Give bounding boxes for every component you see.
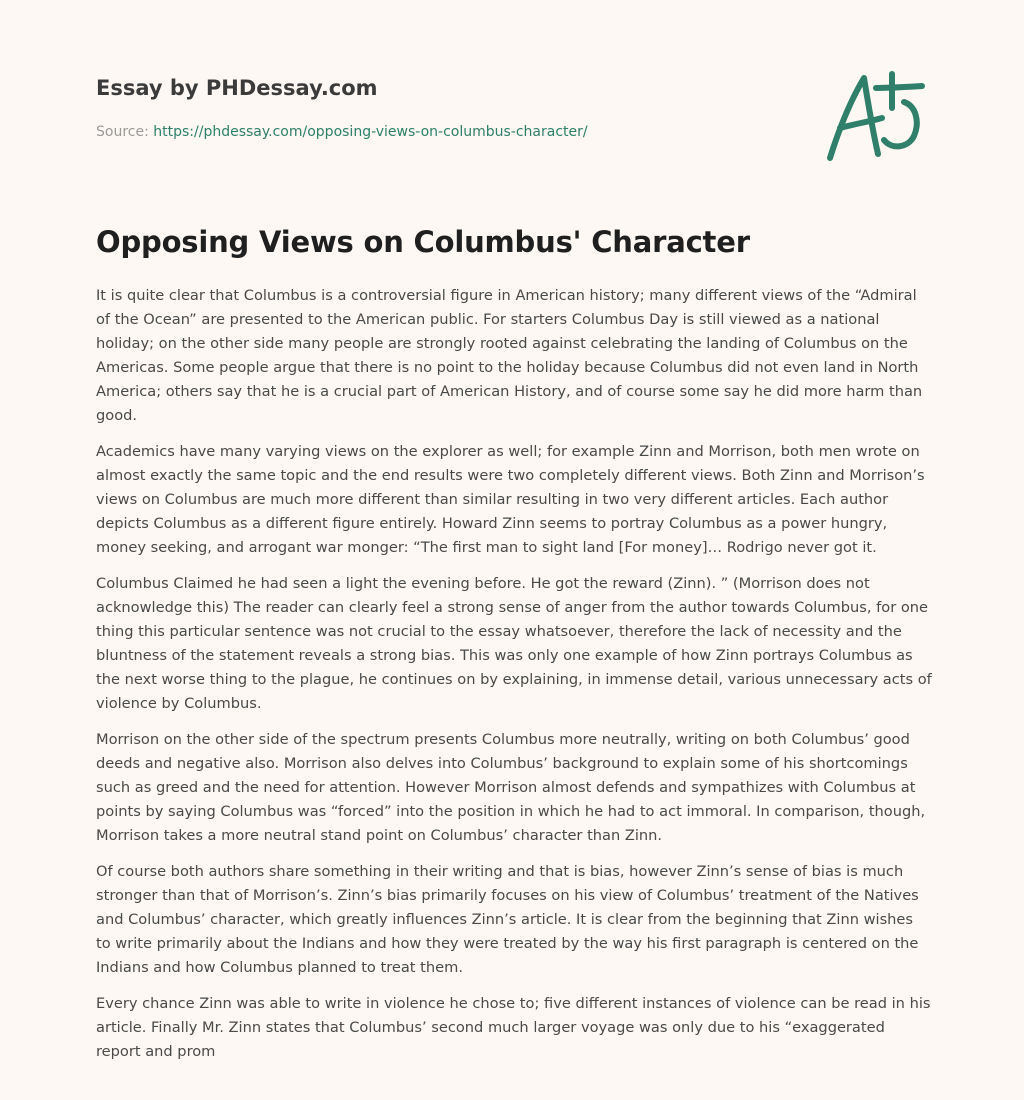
essay-paragraph: It is quite clear that Columbus is a controversial figure in American history; many different views of the “Admiral of the Ocean” are presented to the American public. For starters Columbus Day is still viewed as a national holiday; on the other side many people are strongly rooted against celebrating the landing of Columbus on the Americas. Some people argue that there is no point to the holiday because Columbus did not even land in North America; others say that he is a crucial part of American History, and of course some say he did more harm than good. xyxy=(96,287,923,424)
source-link[interactable]: https://phdessay.com/opposing-views-on-columbus-character/ xyxy=(153,124,588,140)
essay-body xyxy=(96,284,932,1076)
site-brand: Essay by PHDessay.com xyxy=(96,76,378,100)
essay-paragraph: Morrison on the other side of the spectrum presents Columbus more neutrally, writing on both Columbus’ good deeds and negative also. Morrison also delves into Columbus’ background to explain some of his shortcomings such as greed and the need for attention. However Morrison almost defends and sympathizes with Columbus at points by saying Columbus was “forced” into the position in which he had to act immoral. In comparison, though, Morrison takes a more neutral stand point on Columbus’ character than Zinn. xyxy=(96,731,926,844)
essay-paragraph: Of course both authors share something in their writing and that is bias, however Zinn’s sense of bias is much stronger than that of Morrison’s. Zinn’s bias primarily focuses on his view of Columbus’ treatment of the Natives and Columbus’ character, which greatly influences Zinn’s article. It is clear from the beginning that Zinn wishes to write primarily about the Indians and how they were treated by the way his first paragraph is centered on the Indians and how Columbus planned to treat them. xyxy=(96,863,919,976)
essay-paragraph: Academics have many varying views on the explorer as well; for example Zinn and Morrison, both men wrote on almost exactly the same topic and the end results were two completely different views. Both Zinn and Morrison’s views on Columbus are much more different than similar resulting in two very different articles. Each author depicts Columbus as a different figure entirely. Howard Zinn seems to portray Columbus as a power hungry, money seeking, and arrogant war monger: “The first man to sight land [For money]… Rodrigo never got it. xyxy=(96,443,925,556)
essay-paragraph: Columbus Claimed he had seen a light the evening before. He got the reward (Zinn). ” (Morrison does not acknowledge this) The reader can clearly feel a strong sense of anger from the author towards Columbus, for one thing this particular sentence was not crucial to the essay whatsoever, therefore the lack of necessity and the bluntness of the statement reveals a strong bias. This was only one example of how Zinn portrays Columbus as the next worse thing to the plague, he continues on by explaining, in immense detail, various unnecessary acts of violence by Columbus. xyxy=(96,575,932,712)
page-title: Opposing Views on Columbus' Character xyxy=(96,225,750,259)
a-plus-logo-icon xyxy=(820,66,930,166)
essay-paragraph: Every chance Zinn was able to write in violence he chose to; five different instances of violence can be read in his article. Finally Mr. Zinn states that Columbus’ second much larger voyage was only due to his “exaggerated report and prom xyxy=(96,995,931,1060)
source-line xyxy=(96,124,588,140)
source-label: Source: xyxy=(96,124,154,140)
